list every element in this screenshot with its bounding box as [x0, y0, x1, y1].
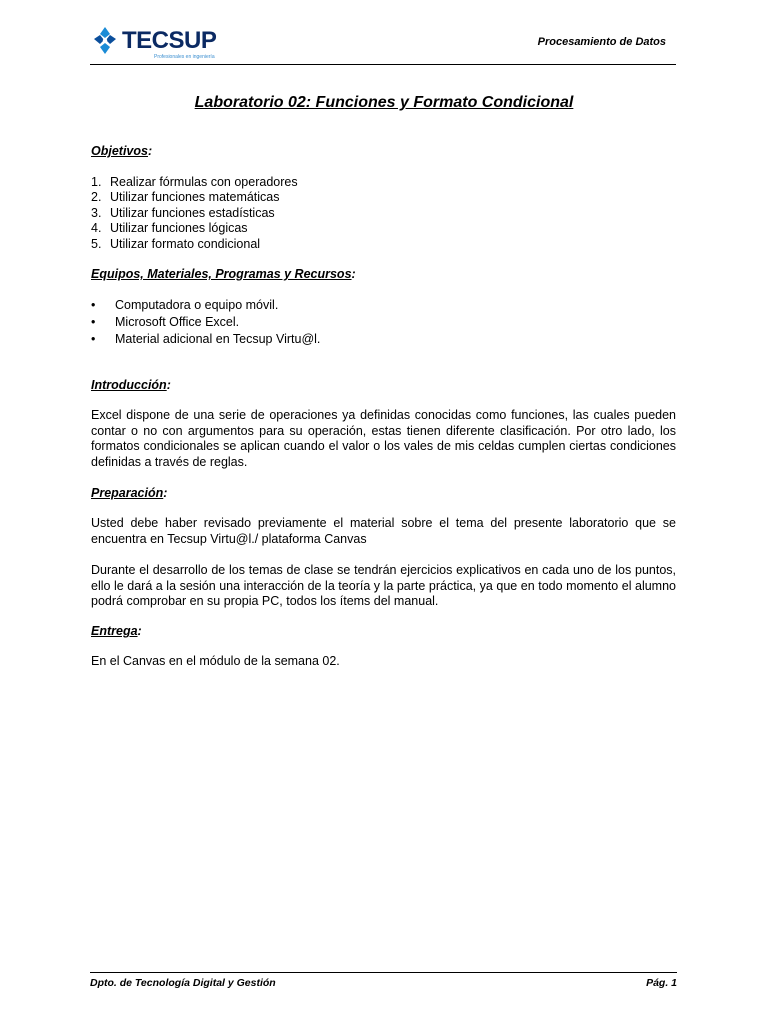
logo-wordmark: TECSUP [122, 27, 217, 54]
list-item: 3. Utilizar funciones estadísticas [91, 205, 275, 220]
list-item: 5. Utilizar formato condicional [91, 236, 261, 251]
bullet-icon: • [91, 315, 96, 329]
page-footer [90, 972, 677, 989]
course-name: Procesamiento de Datos [537, 36, 666, 48]
entrega-text: En el Canvas en el módulo de la semana 02. [91, 654, 340, 668]
equipos-list [91, 297, 320, 348]
tecsup-logo [92, 26, 242, 62]
list-item: 2. Utilizar funciones matemáticas [91, 190, 280, 205]
footer-department: Dpto. de Tecnología Digital y Gestión [90, 977, 276, 989]
preparacion-heading: Preparación: [91, 486, 168, 500]
list-item: 4. Utilizar funciones lógicas [91, 221, 248, 236]
entrega-heading: Entrega: [91, 624, 142, 638]
page-number: Pág. 1 [646, 977, 677, 989]
list-item: • Microsoft Office Excel. [91, 315, 240, 329]
objetivos-list [91, 175, 298, 252]
objetivos-heading: Objetivos: [91, 144, 153, 158]
logo-tagline: Profesionales en ingeniería [154, 54, 215, 60]
document-title: Laboratorio 02: Funciones y Formato Condicional [194, 94, 574, 111]
page-header [90, 24, 676, 65]
bullet-icon: • [91, 332, 96, 346]
bullet-icon: • [91, 298, 96, 312]
introduccion-text: Excel dispone de una serie de operaciones ya definidas conocidas como funciones, las cuales pueden contar o no con argumentos para su operación, estas tienen diferente clasificación. Por otro lado, los formatos condicionales se aplican cuando el valor o los vales de mis celdas cumplen ciertas condiciones definidas a través de reglas. [91, 408, 676, 469]
list-item: • Computadora o equipo móvil. [91, 298, 279, 312]
preparacion-paragraph-2: Durante el desarrollo de los temas de clase se tendrán ejercicios explicativos en cada uno de los puntos, ello le dará a la sesión una interacción de la teoría y la parte práctica, ya que en todo momento el alumno podrá comprobar en su propia PC, todos los ítems del manual. [91, 563, 676, 608]
preparacion-paragraph-1: Usted debe haber revisado previamente el material sobre el tema del presente laboratorio que se encuentra en Tecsup Virtu@l./ plataforma Canvas [91, 516, 676, 546]
list-item: • Material adicional en Tecsup Virtu@l. [91, 332, 321, 346]
equipos-heading: Equipos, Materiales, Programas y Recursos: [91, 267, 356, 281]
list-item: 1. Realizar fórmulas con operadores [91, 175, 298, 189]
introduccion-heading: Introducción: [91, 378, 171, 392]
logo-mark-icon [92, 26, 118, 56]
